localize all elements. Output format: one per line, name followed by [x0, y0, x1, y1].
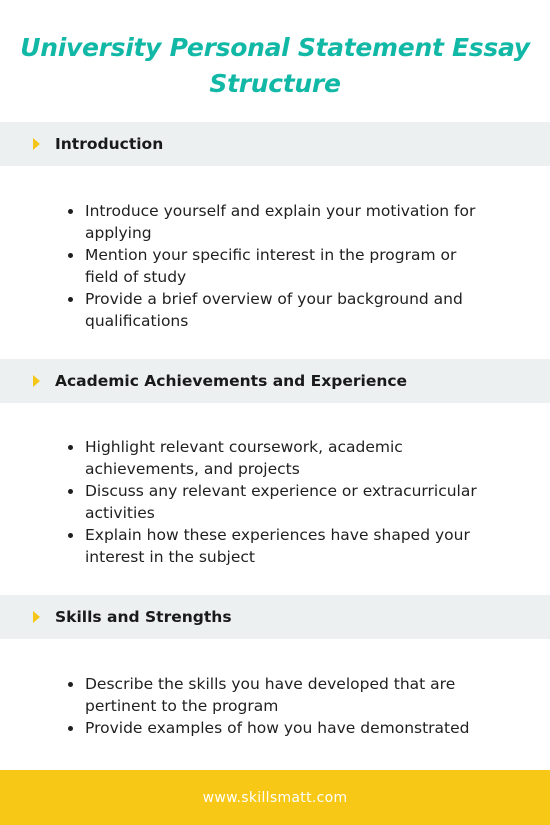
list-item: Mention your specific interest in the program or field of study [0, 244, 550, 288]
list-item: Describe the skills you have developed that are pertinent to the program [0, 673, 550, 717]
triangle-right-icon [33, 375, 40, 387]
bullet-dot-icon [68, 209, 73, 214]
triangle-right-icon [33, 611, 40, 623]
bullet-list-academic [0, 436, 550, 568]
bullet-list-skills [0, 673, 550, 739]
footer-url-link[interactable]: www.skillsmatt.com [202, 789, 348, 806]
list-item: Provide a brief overview of your background and qualifications [0, 288, 550, 332]
bullet-dot-icon [68, 682, 73, 687]
section-title: Introduction [55, 135, 164, 153]
section-title: Skills and Strengths [55, 608, 232, 626]
list-item: Explain how these experiences have shaped your interest in the subject [0, 524, 550, 568]
list-item: Discuss any relevant experience or extracurricular activities [0, 480, 550, 524]
bullet-dot-icon [68, 445, 73, 450]
bullet-dot-icon [68, 533, 73, 538]
section-header-academic [0, 359, 550, 403]
bullet-dot-icon [68, 489, 73, 494]
bullet-dot-icon [68, 297, 73, 302]
footer-bar [0, 770, 550, 825]
list-item: Highlight relevant coursework, academic achievements, and projects [0, 436, 550, 480]
list-item: Introduce yourself and explain your motivation for applying [0, 200, 550, 244]
bullet-dot-icon [68, 253, 73, 258]
triangle-right-icon [33, 138, 40, 150]
section-header-skills [0, 595, 550, 639]
section-header-introduction [0, 122, 550, 166]
page-title: University Personal Statement Essay Structure [20, 33, 530, 98]
bullet-list-introduction [0, 200, 550, 332]
bullet-dot-icon [68, 726, 73, 731]
section-title: Academic Achievements and Experience [55, 372, 408, 390]
list-item: Provide examples of how you have demonstrated [0, 717, 550, 739]
